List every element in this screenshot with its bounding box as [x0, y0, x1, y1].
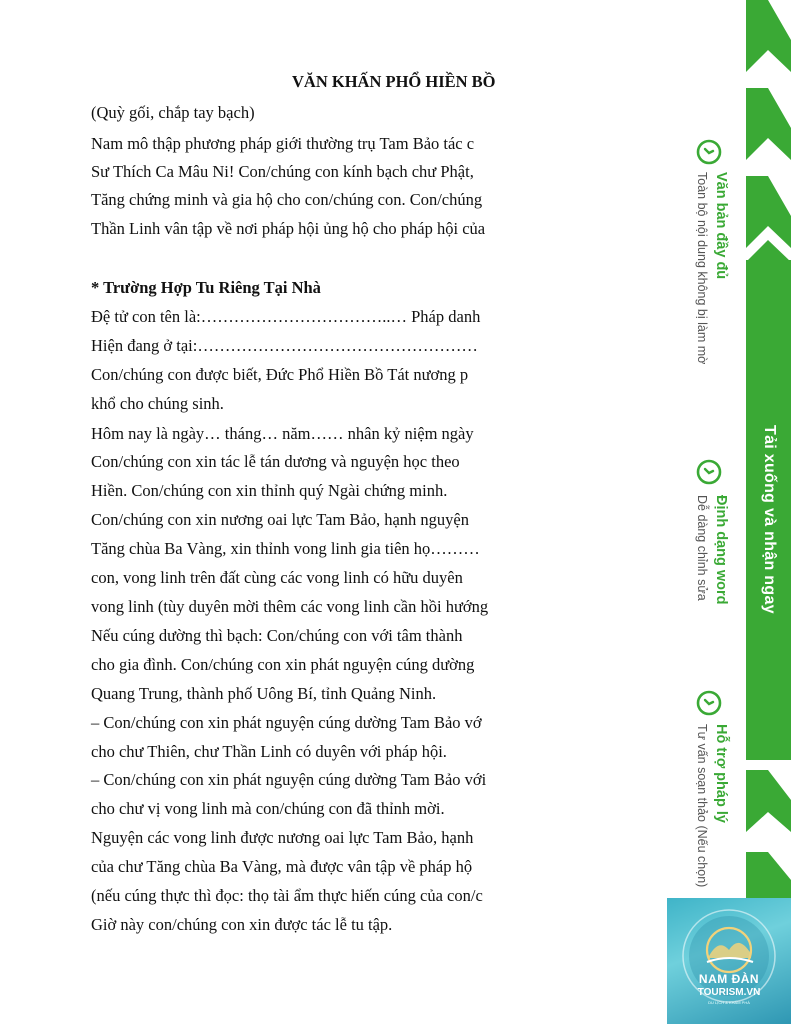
doc-line: Tăng chùa Ba Vàng, xin thỉnh vong linh gia tiên họ……… — [91, 539, 480, 558]
feature-title: Định dạng word — [713, 495, 729, 605]
chevron-down-icon — [746, 88, 791, 160]
doc-line: con, vong linh trên đất cùng các vong linh có hữu duyên — [91, 568, 463, 587]
doc-line: cho gia đình. Con/chúng con xin phát nguyện cúng dường — [91, 655, 475, 674]
logo-domain: TOURISM.VN — [697, 987, 761, 998]
section-heading: * Trường Hợp Tu Riêng Tại Nhà — [91, 278, 321, 297]
doc-line: (Quỳ gối, chắp tay bạch) — [91, 103, 255, 122]
doc-line: – Con/chúng con xin phát nguyện cúng dường Tam Bảo vớ — [91, 713, 482, 732]
doc-line: khổ cho chúng sinh. — [91, 394, 224, 413]
clock-check-icon — [696, 139, 722, 165]
doc-line: Đệ tử con tên là:……………………………..… Pháp danh — [91, 307, 481, 326]
feature-title: Hỗ trợ pháp lý — [713, 724, 729, 823]
feature-subtitle: Tư vấn soạn thảo (Nếu chọn) — [695, 724, 709, 888]
doc-line: Con/chúng con xin nương oai lực Tam Bảo, hạnh nguyện — [91, 510, 470, 529]
doc-line: vong linh (tùy duyên mời thêm các vong linh cần hồi hướng — [91, 597, 489, 616]
chevron-down-icon — [746, 240, 791, 262]
logo-tagline: DU LỊCH & KHÁM PHÁ — [708, 1000, 750, 1005]
doc-line: Hiền. Con/chúng con xin thỉnh quý Ngài chứng minh. — [91, 481, 448, 500]
feature-title: Văn bản đầy đủ — [713, 172, 729, 280]
doc-line: Con/chúng con được biết, Đức Phổ Hiền Bồ Tát nương p — [91, 365, 469, 384]
doc-line: Nguyện các vong linh được nương oai lực Tam Bảo, hạnh — [91, 828, 474, 847]
download-cta-label[interactable]: Tải xuống và nhận ngay — [761, 425, 778, 614]
chevron-down-icon — [746, 852, 791, 898]
doc-line: Hiện đang ở tại:…………………………………………… — [91, 336, 478, 355]
doc-line: – Con/chúng con xin phát nguyện cúng dường Tam Bảo với — [91, 770, 487, 789]
chevron-down-icon — [746, 0, 791, 72]
clock-check-icon — [696, 690, 722, 716]
doc-line: (nếu cúng thực thì đọc: thọ tài ẩm thực hiến cúng của con/c — [91, 886, 483, 905]
doc-line: cho chư Thiên, chư Thần Linh có duyên với pháp hội. — [91, 742, 447, 761]
doc-line: Con/chúng con xin tác lễ tán dương và nguyện học theo — [91, 452, 460, 471]
logo-emblem — [667, 898, 791, 1024]
doc-line: Giờ này con/chúng con xin được tác lễ tu tập. — [91, 915, 393, 934]
doc-line: Nam mô thập phương pháp giới thường trụ Tam Bảo tác c — [91, 134, 475, 153]
doc-line: Thần Linh vân tập về nơi pháp hội ủng hộ cho pháp hội của — [91, 219, 486, 238]
doc-line: Tăng chứng minh và gia hộ cho con/chúng con. Con/chúng — [91, 190, 483, 209]
chevron-down-icon — [746, 176, 791, 248]
doc-line: của chư Tăng chùa Ba Vàng, mà được vân tập về pháp hộ — [91, 857, 473, 876]
feature-subtitle: Toàn bộ nội dung không bị làm mờ — [695, 172, 709, 365]
doc-line: Quang Trung, thành phố Uông Bí, tỉnh Quảng Ninh. — [91, 684, 437, 703]
doc-line: Hôm nay là ngày… tháng… năm…… nhân kỷ niệm ngày — [91, 424, 474, 443]
feature-subtitle: Dễ dàng chỉnh sửa — [695, 495, 709, 601]
namdan-tourism-logo — [667, 898, 791, 1024]
doc-line: Nếu cúng dường thì bạch: Con/chúng con với tâm thành — [91, 626, 463, 645]
document-title: VĂN KHẤN PHỔ HIỀN BỒ — [292, 72, 496, 91]
clock-check-icon — [696, 459, 722, 485]
logo-name: NAM ĐÀN — [698, 972, 760, 986]
doc-line: Sư Thích Ca Mâu Ni! Con/chúng con kính bạch chư Phật, — [91, 162, 474, 181]
chevron-down-icon — [746, 770, 791, 832]
doc-line: cho chư vị vong linh mà con/chúng con đã thỉnh mời. — [91, 799, 445, 818]
